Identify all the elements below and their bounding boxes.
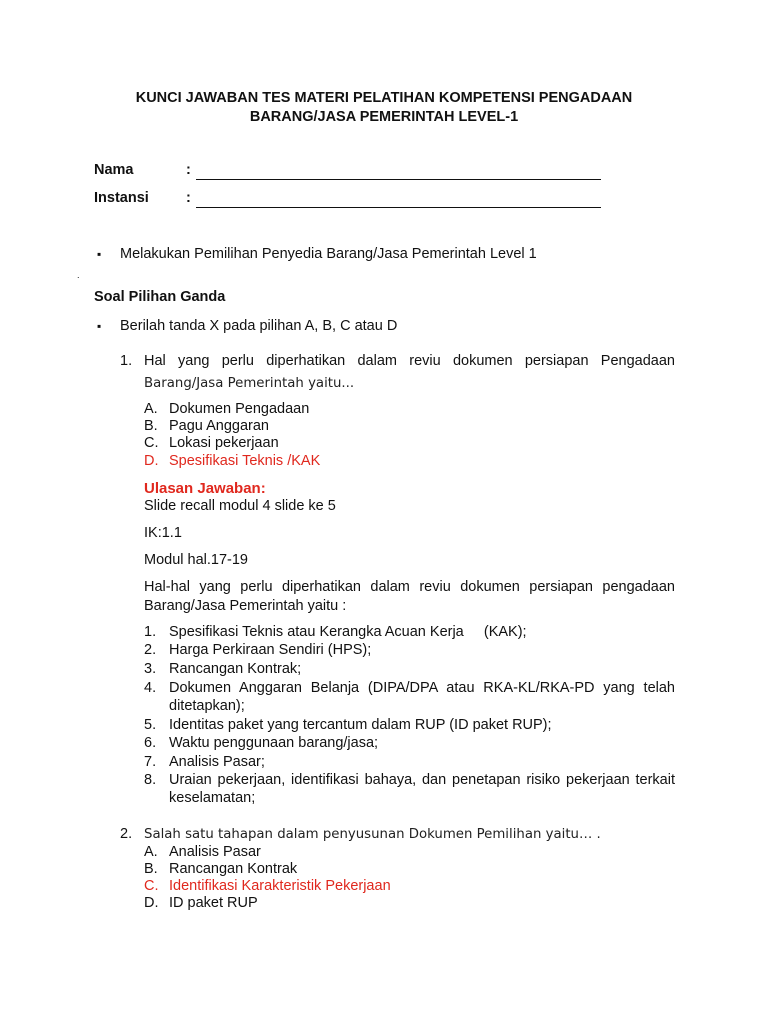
q1-option-c-letter[interactable]: C. <box>144 435 159 451</box>
list-item-number: 2. <box>144 642 157 658</box>
bullet-icon: ▪ <box>97 247 102 261</box>
list-item-number: 7. <box>144 754 157 770</box>
instansi-colon: : <box>186 190 191 206</box>
nama-colon: : <box>186 162 191 178</box>
list-item-number: 4. <box>144 680 157 696</box>
q1-text-line-2: Barang/Jasa Pemerintah yaitu... <box>144 376 355 391</box>
q2-option-c-text[interactable]: Identifikasi Karakteristik Pekerjaan <box>169 878 391 894</box>
q1-option-d-letter[interactable]: D. <box>144 453 159 469</box>
list-item: Uraian pekerjaan, identifikasi bahaya, dan penetapan risiko pekerjaan terkait <box>169 772 675 788</box>
list-item: Dokumen Anggaran Belanja (DIPA/DPA atau RKA-KL/RKA-PD yang telah <box>169 680 675 696</box>
section-title: Soal Pilihan Ganda <box>94 289 226 305</box>
q1-option-b-text[interactable]: Pagu Anggaran <box>169 418 269 434</box>
q1-review-text-line-2: Barang/Jasa Pemerintah yaitu : <box>144 598 347 614</box>
q1-option-d-text[interactable]: Spesifikasi Teknis /KAK <box>169 453 321 469</box>
bullet-icon: ▪ <box>97 319 102 333</box>
stray-dot: . <box>77 270 80 280</box>
list-item: Spesifikasi Teknis atau Kerangka Acuan Kerja (KAK); <box>169 624 527 640</box>
q1-option-a-letter[interactable]: A. <box>144 401 158 417</box>
q2-option-c-letter[interactable]: C. <box>144 878 159 894</box>
q2-option-b-text[interactable]: Rancangan Kontrak <box>169 861 298 877</box>
q1-review-slide: Slide recall modul 4 slide ke 5 <box>144 498 336 514</box>
q2-option-d-letter[interactable]: D. <box>144 895 159 911</box>
list-item-continuation: ditetapkan); <box>169 698 245 714</box>
q1-option-a-text[interactable]: Dokumen Pengadaan <box>169 401 310 417</box>
list-item-number: 1. <box>144 624 157 640</box>
bullet-topic: Melakukan Pemilihan Penyedia Barang/Jasa Pemerintah Level 1 <box>120 246 537 262</box>
title-line-2: BARANG/JASA PEMERINTAH LEVEL-1 <box>249 109 519 125</box>
list-item: Waktu penggunaan barang/jasa; <box>169 735 379 751</box>
q2-option-d-text[interactable]: ID paket RUP <box>169 895 258 911</box>
list-item-number: 6. <box>144 735 157 751</box>
nama-label: Nama <box>94 162 134 178</box>
q2-option-a-text[interactable]: Analisis Pasar <box>169 844 261 860</box>
q1-review-text-line-1: Hal-hal yang perlu diperhatikan dalam reviu dokumen persiapan pengadaan <box>144 579 675 595</box>
title-line-1: KUNCI JAWABAN TES MATERI PELATIHAN KOMPETENSI PENGADAAN <box>135 90 633 106</box>
q1-review-title: Ulasan Jawaban: <box>144 480 266 497</box>
list-item-number: 5. <box>144 717 157 733</box>
q2-option-b-letter[interactable]: B. <box>144 861 158 877</box>
list-item: Analisis Pasar; <box>169 754 265 770</box>
q1-number: 1. <box>120 353 133 369</box>
instruction: Berilah tanda X pada pilihan A, B, C atau D <box>120 318 398 334</box>
q2-number: 2. <box>120 826 133 842</box>
list-item-continuation: keselamatan; <box>169 790 256 806</box>
q1-review-modul: Modul hal.17-19 <box>144 552 248 568</box>
q2-option-a-letter[interactable]: A. <box>144 844 158 860</box>
instansi-label: Instansi <box>94 190 149 206</box>
list-item: Rancangan Kontrak; <box>169 661 302 677</box>
q1-option-c-text[interactable]: Lokasi pekerjaan <box>169 435 279 451</box>
nama-field[interactable] <box>196 163 601 180</box>
list-item: Harga Perkiraan Sendiri (HPS); <box>169 642 372 658</box>
q1-review-ik: IK:1.1 <box>144 525 182 541</box>
q2-text: Salah satu tahapan dalam penyusunan Dokumen Pemilihan yaitu… . <box>144 827 601 842</box>
instansi-field[interactable] <box>196 191 601 208</box>
list-item-number: 8. <box>144 772 157 788</box>
list-item-number: 3. <box>144 661 157 677</box>
q1-text-line-1: Hal yang perlu diperhatikan dalam reviu dokumen persiapan Pengadaan <box>144 353 675 369</box>
q1-option-b-letter[interactable]: B. <box>144 418 158 434</box>
list-item: Identitas paket yang tercantum dalam RUP (ID paket RUP); <box>169 717 552 733</box>
